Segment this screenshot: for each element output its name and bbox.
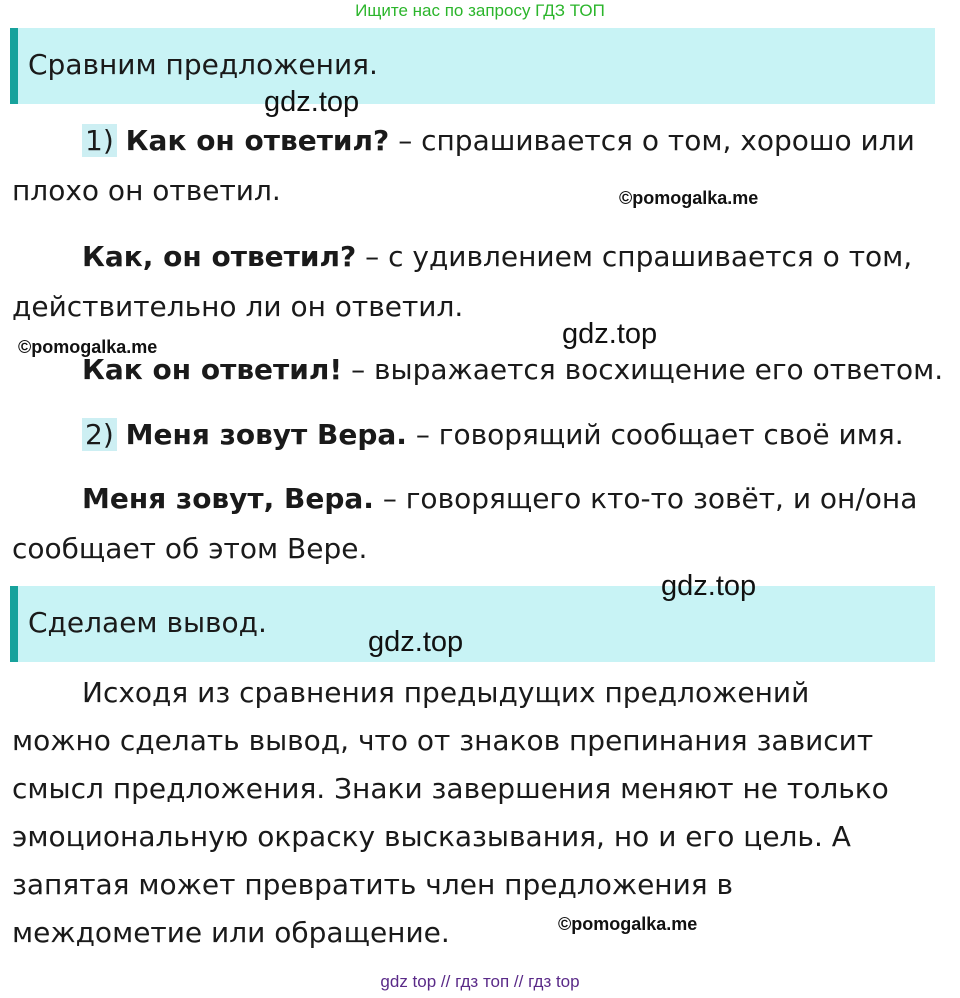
top-banner: Ищите нас по запросу ГДЗ ТОП [355, 1, 605, 20]
conclusion-line-5: запятая может превратить член предложения в [12, 868, 734, 901]
section-title: Сравним предложения. [28, 48, 378, 81]
bold-sentence: Как он ответил! [82, 353, 343, 386]
paragraph-q1-line2: плохо он ответил. [12, 174, 281, 207]
section-header-compare [10, 28, 935, 104]
paragraph-q2-line2: действительно ли он ответил. [12, 290, 464, 323]
footer-links: gdz top // гдз топ // гдз top [380, 972, 580, 991]
paragraph-s2-line1 [82, 482, 917, 515]
watermark-pomogalka: ©pomogalka.me [619, 188, 759, 208]
explanation-text: – говорящего кто-то зовёт, и он/она [373, 482, 918, 515]
bold-sentence: Как он ответил? [125, 124, 390, 157]
paragraph-s2-line2: сообщает об этом Вере. [12, 532, 368, 565]
explanation-text: – с удивлением спрашивается о том, [356, 240, 913, 273]
watermark-gdz: gdz.top [264, 86, 360, 118]
watermark-pomogalka: ©pomogalka.me [18, 337, 158, 357]
conclusion-line-1: Исходя из сравнения предыдущих предложений [82, 676, 810, 709]
watermark-gdz: gdz.top [562, 318, 658, 350]
section-header-conclusion [10, 586, 935, 662]
explanation-text: – выражается восхищение его ответом. [342, 353, 944, 386]
paragraph-s1 [82, 418, 904, 451]
bold-sentence: Как, он ответил? [82, 240, 357, 273]
conclusion-line-6: междометие или обращение. [12, 916, 450, 949]
paragraph-q2-line1 [82, 240, 912, 273]
conclusion-line-2: можно сделать вывод, что от знаков препинания зависит [12, 724, 874, 757]
watermark-gdz: gdz.top [368, 626, 464, 658]
explanation-text: – говорящий сообщает своё имя. [406, 418, 904, 451]
conclusion-line-4: эмоциональную окраску высказывания, но и его цель. А [12, 820, 851, 853]
item-number: 1) [82, 124, 117, 157]
bold-sentence: Меня зовут, Вера. [82, 482, 374, 515]
bold-sentence: Меня зовут Вера. [125, 418, 407, 451]
watermark-pomogalka: ©pomogalka.me [558, 914, 698, 934]
paragraph-q3 [82, 353, 943, 386]
paragraph-q1-line1 [82, 124, 915, 157]
section-title: Сделаем вывод. [28, 606, 267, 639]
item-number: 2) [82, 418, 117, 451]
conclusion-line-3: смысл предложения. Знаки завершения меняют не только [12, 772, 889, 805]
watermark-gdz: gdz.top [661, 570, 757, 602]
explanation-text: – спрашивается о том, хорошо или [389, 124, 915, 157]
